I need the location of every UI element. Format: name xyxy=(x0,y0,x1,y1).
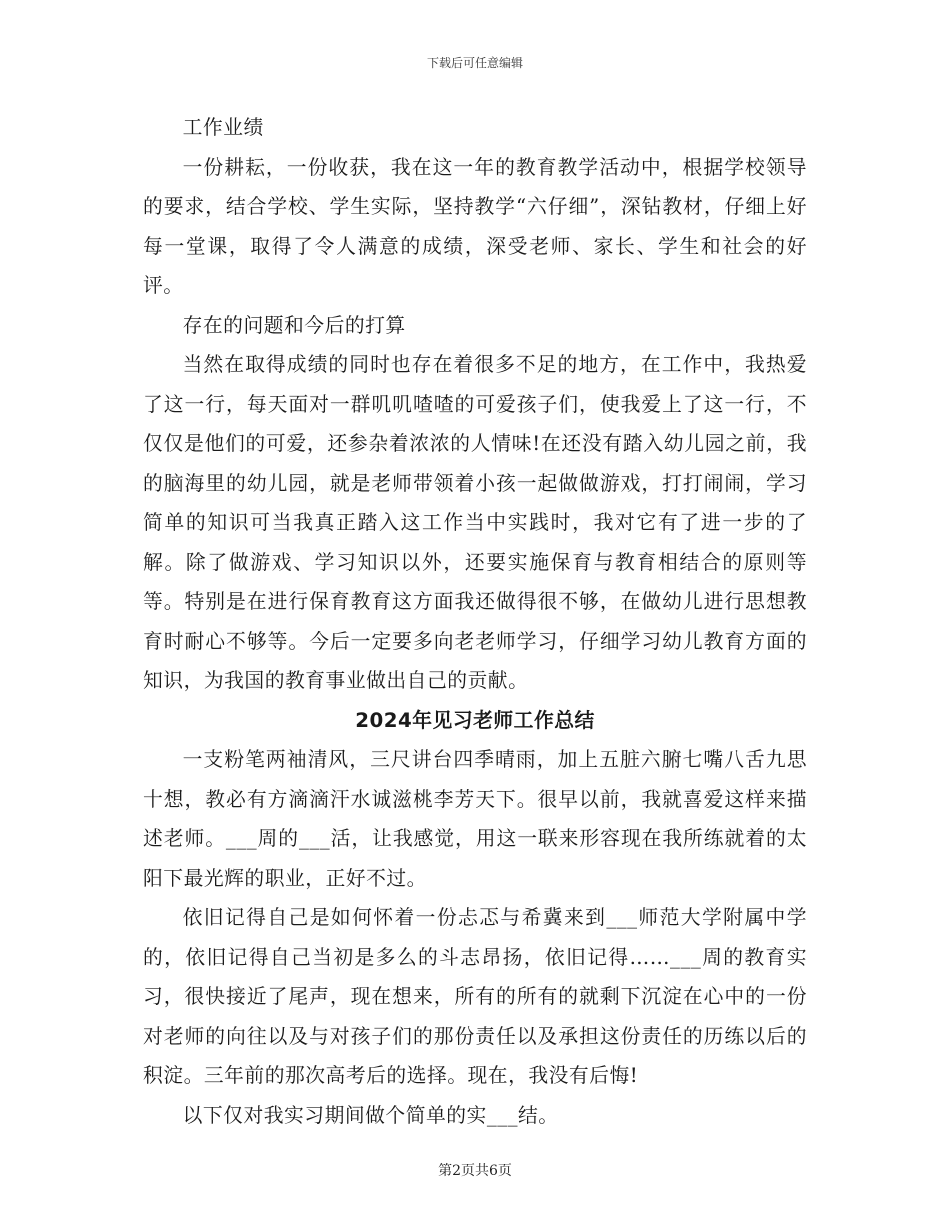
paragraph-problems-plans: 当然在取得成绩的同时也存在着很多不足的地方，在工作中，我热爱了这一行，每天面对一群叽叽喳喳的可爱孩子们，使我爱上了这一行，不仅仅是他们的可爱，还参杂着浓浓的人情味!在还没有踏入幼儿园之前，我的脑海里的幼儿园，就是老师带领着小孩一起做做游戏，打打闹闹，学习简单的知识可当我真正踏入这工作当中实践时，我对它有了进一步的了解。除了做游戏、学习知识以外，还要实施保育与教育相结合的原则等等。特别是在进行保育教育这方面我还做得很不够，在做幼儿进行思想教育时耐心不够等。今后一定要多向老老师学习，仔细学习幼儿教育方面的知识，为我国的教育事业做出自己的贡献。 xyxy=(143,353,807,692)
page-footer: 第2页共6页 xyxy=(438,1163,512,1179)
document-body xyxy=(143,108,807,1135)
paragraph-memories: 依旧记得自己是如何怀着一份忐忑与希冀来到___师范大学附属中学的，依旧记得自己当初是多么的斗志昂扬，依旧记得……___周的教育实习，很快接近了尾声，现在想来，所有的所有的就剩下沉淀在心中的一份对老师的向往以及与对孩子们的那份责任以及承担这份责任的历练以后的积淀。三年前的那次高考后的选择。现在，我没有后悔! xyxy=(143,906,807,1087)
page-header: 下载后可任意编辑 xyxy=(426,56,523,70)
section-title-problems-plans: 存在的问题和今后的打算 xyxy=(182,313,406,337)
paragraph-summary-lead: 以下仅对我实习期间做个简单的实___结。 xyxy=(182,1103,559,1127)
section-title-work-results: 工作业绩 xyxy=(182,116,264,139)
document-heading: 2024年见习老师工作总结 xyxy=(355,708,595,732)
paragraph-intro: 一支粉笔两袖清风，三尺讲台四季晴雨，加上五脏六腑七嘴八舌九思十想，教必有方滴滴汗水诚滋桃李芳天下。很早以前，我就喜爱这样来描述老师。___周的___活，让我感觉，用这一联来形容现在我所练就着的太阳下最光辉的职业，正好不过。 xyxy=(143,748,807,890)
paragraph-work-results: 一份耕耘，一份收获，我在这一年的教育教学活动中，根据学校领导的要求，结合学校、学生实际，坚持教学“六仔细”，深钻教材，仔细上好每一堂课，取得了令人满意的成绩，深受老师、家长、学生和社会的好评。 xyxy=(143,155,807,297)
